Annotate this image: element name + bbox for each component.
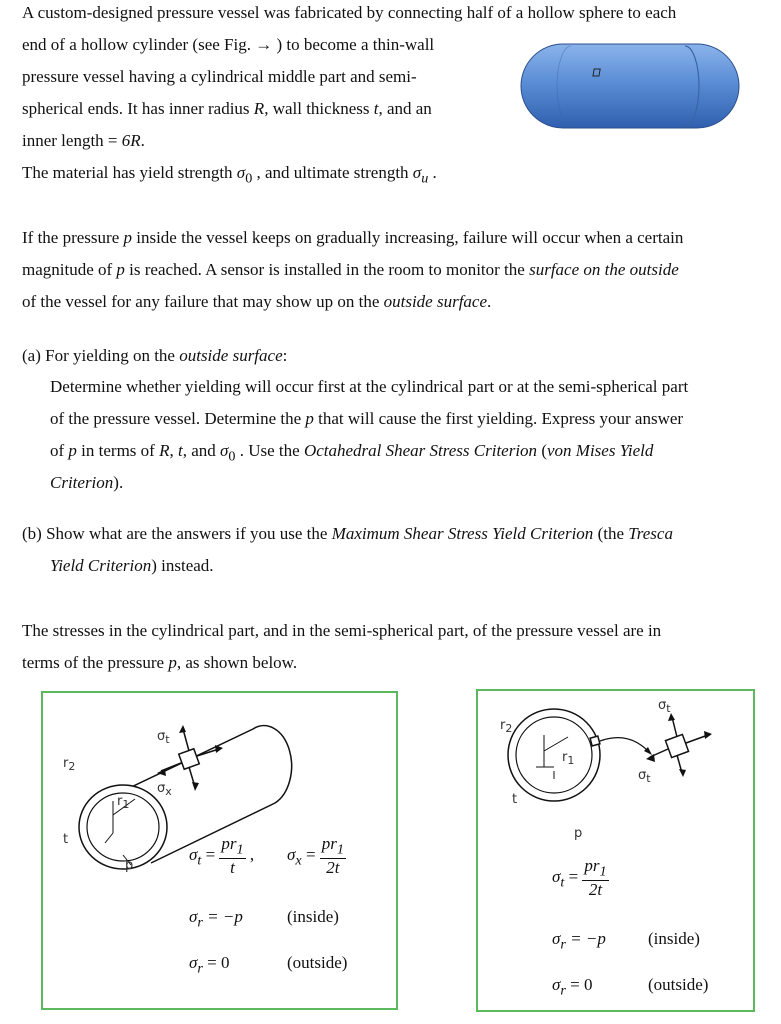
part-a-line-5: Criterion).	[50, 473, 124, 492]
cyl-axial-equation: $\sigma_x$ = $\frac{pr_1}{2t}$	[287, 834, 344, 878]
cyl-p-label: p	[125, 858, 134, 873]
fig-arrow: →	[255, 35, 273, 54]
failure-line-3: of the vessel for any failure that may show up on the outside surface.	[22, 292, 492, 311]
sph-outside-note: (outside)	[648, 975, 709, 994]
cyl-r2-label: $r_2$	[63, 756, 76, 773]
sphere-diagram	[478, 691, 752, 861]
cyl-hoop-equation: $\sigma_t$ = $\frac{pr_1}{t}$ ,	[189, 834, 255, 878]
sphere-stress-element	[665, 734, 688, 757]
intro-line-5: inner length = 6R.	[22, 131, 145, 150]
cyl-sigma-x-label: $\sigma_x$	[157, 781, 172, 798]
vessel-figure	[515, 36, 745, 136]
failure-line-2: magnitude of p is reached. A sensor is installed in the room to monitor the surface on the outside	[22, 260, 679, 279]
sphere-stress-box	[476, 689, 755, 1012]
sph-sigma-t-left-label: $\sigma_t$	[638, 768, 651, 785]
sph-p-label: p	[574, 826, 583, 841]
cyl-radial-outside: $\sigma_r = 0$	[189, 953, 230, 977]
cylinder-stress-box	[41, 691, 398, 1010]
sph-sigma-t-top-label: $\sigma_t$	[658, 698, 671, 715]
sph-tangential-equation: $\sigma_t$ = $\frac{pr_1}{2t}$	[552, 856, 607, 900]
cyl-outside-note: (outside)	[287, 953, 348, 972]
cyl-inside-note: (inside)	[287, 907, 339, 926]
sphere-inner	[516, 717, 592, 793]
stresses-line-2: terms of the pressure p, as shown below.	[22, 653, 298, 672]
failure-line-1: If the pressure p inside the vessel keeps on gradually increasing, failure will occur when a certain	[22, 228, 684, 247]
intro-line-2: end of a hollow cylinder (see Fig. → ) to become a thin-wall	[22, 35, 435, 54]
part-a-line-1: (a) For yielding on the outside surface:	[22, 346, 288, 365]
stresses-line-1: The stresses in the cylindrical part, and in the semi-spherical part, of the pressure vessel are in	[22, 621, 662, 640]
sph-r2-label: $r_2$	[500, 718, 513, 735]
intro-line-3: pressure vessel having a cylindrical middle part and semi-	[22, 67, 417, 86]
sph-inside-note: (inside)	[648, 929, 700, 948]
intro-line-1: A custom-designed pressure vessel was fabricated by connecting half of a hollow sphere to each	[22, 3, 677, 22]
part-b-line-2: Yield Criterion) instead.	[50, 556, 214, 575]
sph-radial-outside: $\sigma_r = 0$	[552, 975, 593, 999]
part-b-line-1: (b) Show what are the answers if you use the Maximum Shear Stress Yield Criterion (the Tresca	[22, 524, 673, 543]
intro-line-6: The material has yield strength $\sigma_0$ , and ultimate strength $\sigma_u$ .	[22, 163, 437, 187]
sph-radial-inside: $\sigma_r = -p$	[552, 929, 606, 953]
sph-t-label: t	[512, 792, 518, 807]
intro-line-4: spherical ends. It has inner radius R, wall thickness t, and an	[22, 99, 432, 118]
cyl-radial-inside: $\sigma_r = -p$	[189, 907, 243, 931]
sph-r1-label: $r_1$	[562, 750, 575, 767]
cyl-r1-label: $r_1$	[117, 794, 130, 811]
cyl-sigma-t-label: $\sigma_t$	[157, 729, 170, 746]
part-a-line-4: of p in terms of R, t, and $\sigma_0$ . Use the Octahedral Shear Stress Criterion (von Mises Yield	[50, 441, 654, 465]
part-a-line-3: of the pressure vessel. Determine the p that will cause the first yielding. Express your answer	[50, 409, 684, 428]
cyl-t-label: t	[63, 832, 69, 847]
part-a-line-2: Determine whether yielding will occur first at the cylindrical part or at the semi-spherical part	[50, 377, 689, 396]
